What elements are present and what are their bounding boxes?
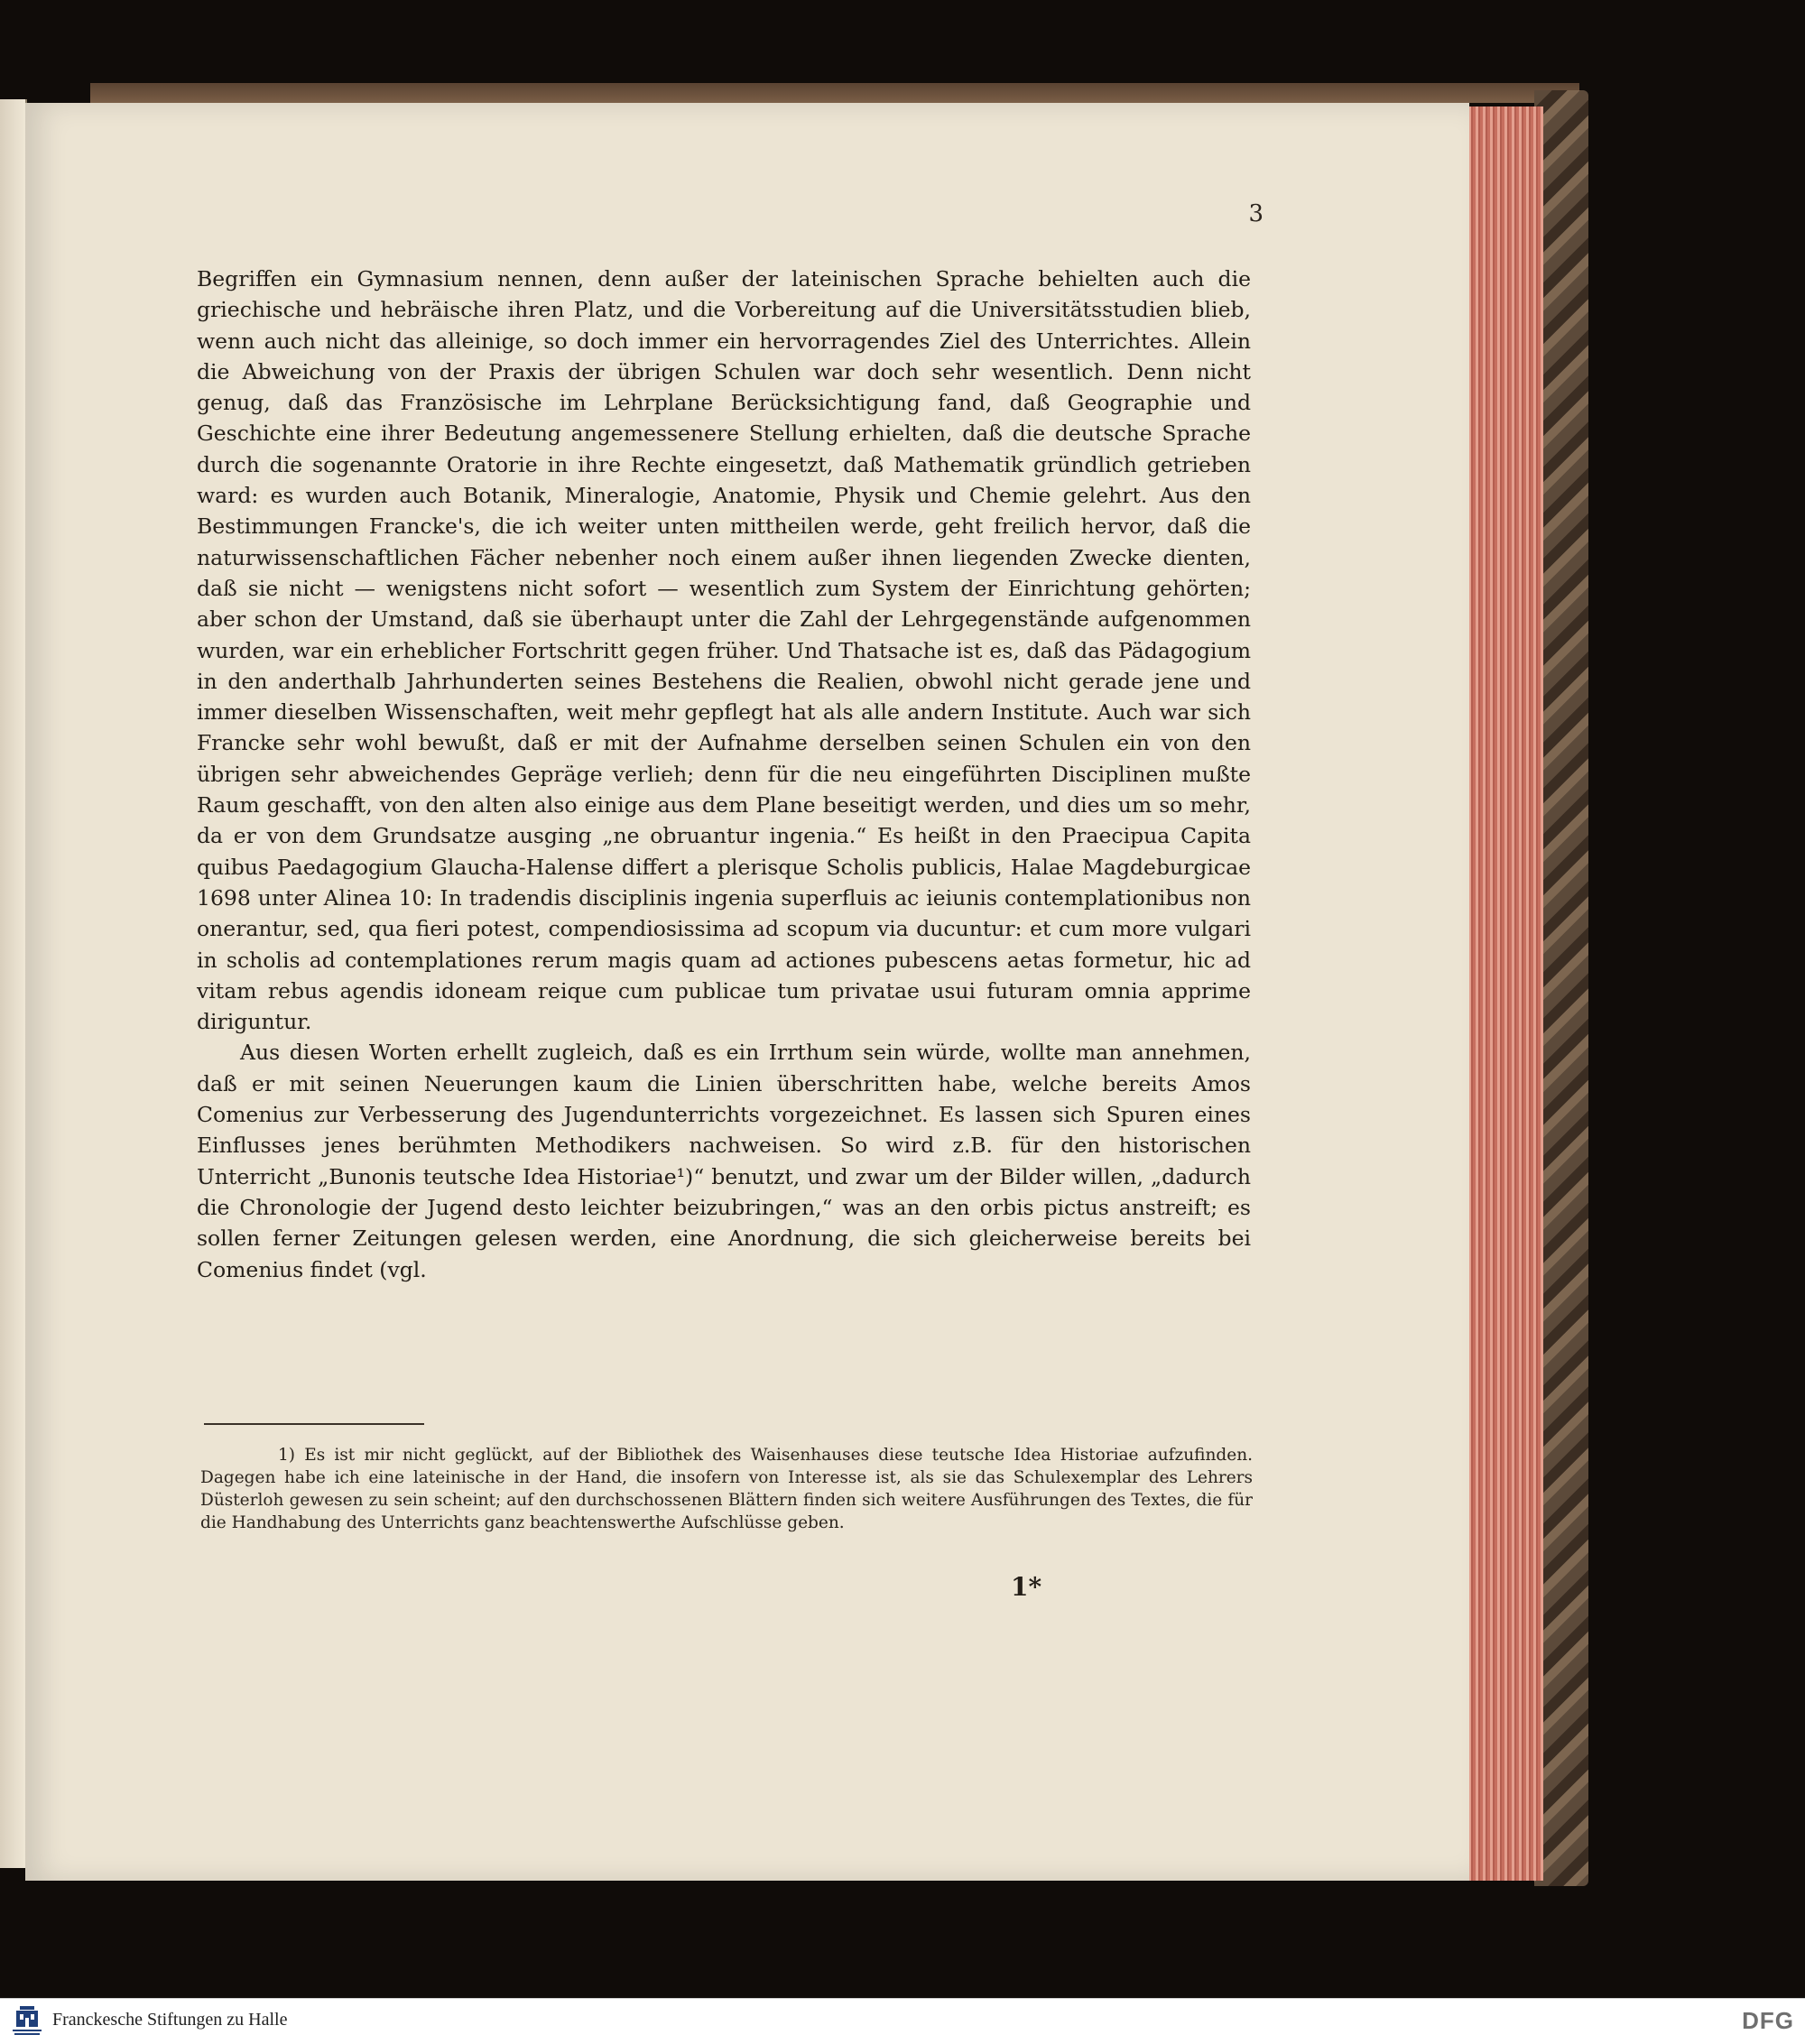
dfg-logo[interactable]: DFG bbox=[1742, 2007, 1794, 2034]
main-text bbox=[197, 264, 1251, 1285]
page-edges bbox=[1464, 106, 1543, 1881]
paragraph-1: Begriffen ein Gymnasium nennen, denn außer der lateinischen Sprache behielten auch die griechische und hebräische ihren Platz, und die Vorbereitung auf die Universitätsstudien blieb, wenn auch nicht das alleinige, so doch immer ein hervorragendes Ziel des Unterrichtes. Allein die Abweichung von der Praxis der übrigen Schulen war doch sehr wesentlich. Denn nicht genug, daß das Französische im Lehrplane Berücksichtigung fand, daß Geographie und Geschichte eine ihrer Bedeutung angemessenere Stellung erhielten, daß die deutsche Sprache durch die sogenannte Oratorie in ihre Rechte eingesetzt, daß Mathematik gründlich getrieben ward: es wurden auch Botanik, Mineralogie, Anatomie, Physik und Chemie gelehrt. Aus den Bestimmungen Francke's, die ich weiter unten mittheilen werde, geht freilich hervor, daß die naturwissenschaftlichen Fächer nebenher noch einem außer ihnen liegenden Zwecke dienten, daß sie nicht — wenigstens nicht sofort — wesentlich zum System der Einrichtung gehörten; aber schon der Umstand, daß sie überhaupt unter die Zahl der Lehrgegenstände aufgenommen wurden, war ein erheblicher Fortschritt gegen früher. Und Thatsache ist es, daß das Pädagogium in den anderthalb Jahrhunderten seines Bestehens die Realien, obwohl nicht gerade jene und immer dieselben Wissenschaften, weit mehr gepflegt hat als alle andern Institute. Auch war sich Francke sehr wohl bewußt, daß er mit der Aufnahme derselben seinen Schulen ein von den übrigen sehr abweichendes Gepräge verlieh; denn für die neu eingeführten Disciplinen mußte Raum geschafft, von den alten also einige aus dem Plane beseitigt werden, und dies um so mehr, da er von dem Grundsatze ausging „ne obruantur ingenia.“ Es heißt in den Praecipua Capita quibus Paedagogium Glaucha-Halense differt a plerisque Scholis publicis, Halae Magdeburgicae 1698 unter Alinea 10: In tradendis disciplinis ingenia superfluis ac ieiunis contemplationibus non onerantur, sed, qua fieri potest, compendiosissima ad scopum via ducuntur: et cum more vulgari in scholis ad contemplationes rerum magis quam ad actiones pubescens aetas formetur, hic ad vitam rebus agendis idoneam reique cum publicae tum privatae usui futuram omnia apprime diriguntur. bbox=[197, 266, 1251, 1035]
footnote-divider bbox=[204, 1423, 424, 1425]
page-number: 3 bbox=[1248, 200, 1264, 227]
left-page-edge bbox=[0, 99, 27, 1868]
institution-name[interactable]: Franckesche Stiftungen zu Halle bbox=[52, 2010, 288, 2030]
footnote-text: 1) Es ist mir nicht geglückt, auf der Bibliothek des Waisenhauses diese teutsche Idea Historiae aufzufinden. Dagegen habe ich eine lateinische in der Hand, die insofern von Interesse ist, als sie das Schulexemplar des Lehrers Düsterloh gewesen zu sein scheint; auf den durchschossenen Blättern finden sich weitere Ausführungen des Textes, die für die Handhabung des Unterrichts ganz beachtenswerthe Aufschlüsse geben. bbox=[200, 1446, 1253, 1532]
signature-mark: 1* bbox=[1011, 1572, 1042, 1602]
viewer-footer bbox=[0, 1998, 1805, 2044]
book-cover-top bbox=[90, 83, 1579, 103]
paragraph-2: Aus diesen Worten erhellt zugleich, daß es ein Irrthum sein würde, wollte man annehmen, daß er mit seinen Neuerungen kaum die Linien überschritten habe, welche bereits Amos Comenius zur Verbesserung des Jugendunterrichts vorgezeichnet. Es lassen sich Spuren eines Einflusses jenes berühmten Methodikers nachweisen. So wird z.B. für den historischen Unterricht „Bunonis teutsche Idea Historiae¹)“ benutzt, und zwar um der Bilder willen, „dadurch die Chronologie der Jugend desto leichter beizubringen,“ was an den orbis pictus anstreift; es sollen ferner Zeitungen gelesen werden, eine Anordnung, die sich gleicherweise bereits bei Comenius findet (vgl. bbox=[197, 1040, 1251, 1282]
franckesche-stiftungen-logo-icon[interactable] bbox=[9, 2004, 45, 2039]
footnote bbox=[200, 1444, 1253, 1534]
